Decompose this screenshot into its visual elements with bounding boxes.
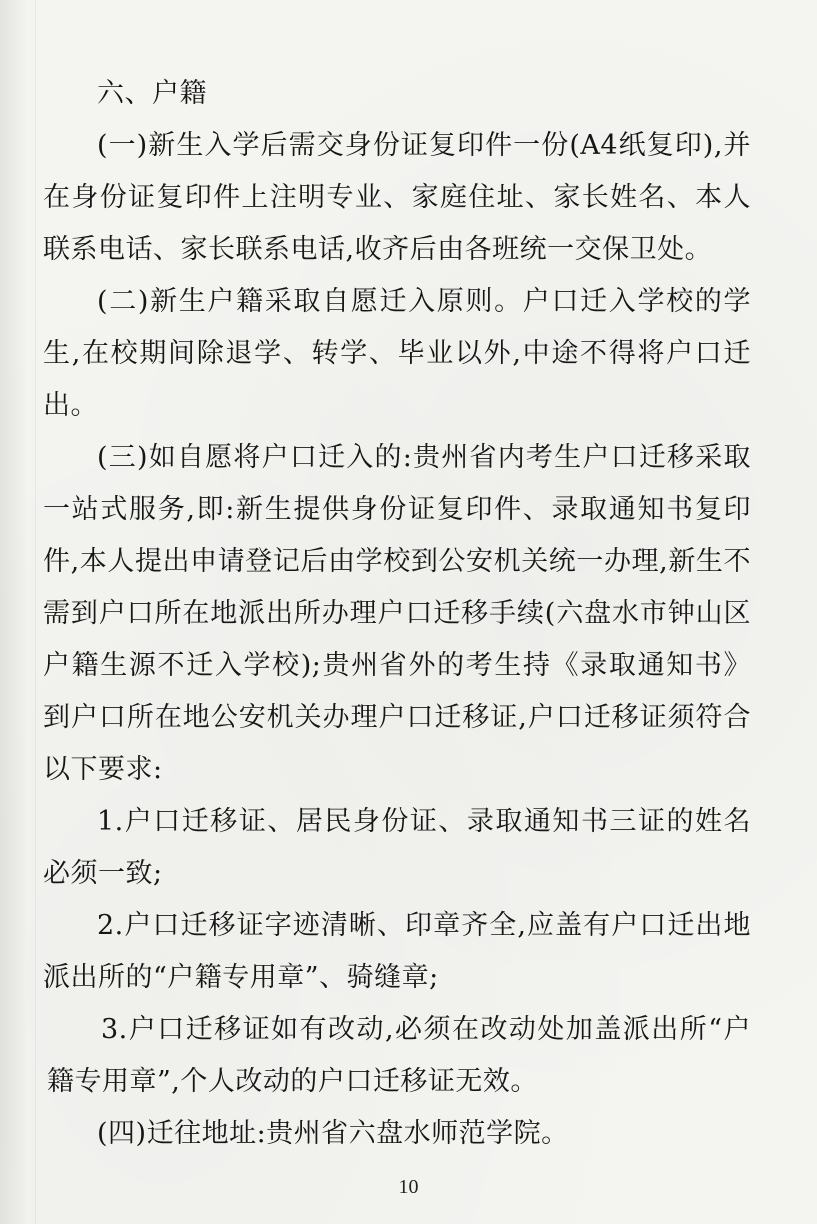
paragraph-1-id-copy: (一)新生入学后需交身份证复印件一份(A4纸复印),并在身份证复印件上注明专业、家庭住址、家长姓名、本人联系电话、家长联系电话,收齐后由各班统一交保卫处。 (43, 130, 751, 265)
requirement-3-alterations: 3.户口迁移证如有改动,必须在改动处加盖派出所“户籍专用章”,个人改动的户口迁移证无效。 (47, 1014, 751, 1097)
paragraph-2-voluntary-transfer: (二)新生户籍采取自愿迁入原则。户口迁入学校的学生,在校期间除退学、转学、毕业以外,中途不得将户口迁出。 (43, 286, 751, 421)
page-number: 10 (398, 1176, 419, 1198)
paragraph-4-address: (四)迁往地址:贵州省六盘水师范学院。 (97, 1118, 569, 1149)
requirement-2-seals: 2.户口迁移证字迹清晰、印章齐全,应盖有户口迁出地派出所的“户籍专用章”、骑缝章; (43, 910, 751, 993)
document-body (43, 68, 751, 1160)
page-fold-line (35, 0, 36, 1224)
paragraph-3-transfer-procedure: (三)如自愿将户口迁入的:贵州省内考生户口迁移采取一站式服务,即:新生提供身份证复印件、录取通知书复印件,本人提出申请登记后由学校到公安机关统一办理,新生不需到户口所在地派出所办理户口迁移手续(六盘水市钟山区户籍生源不迁入学校);贵州省外的考生持《录取通知书》到户口所在地公安机关办理户口迁移证,户口迁移证须符合以下要求: (43, 442, 751, 785)
page-edge-shadow (0, 0, 28, 1224)
section-heading: 六、户籍 (97, 78, 207, 109)
requirement-1-name-match: 1.户口迁移证、居民身份证、录取通知书三证的姓名必须一致; (43, 806, 751, 889)
